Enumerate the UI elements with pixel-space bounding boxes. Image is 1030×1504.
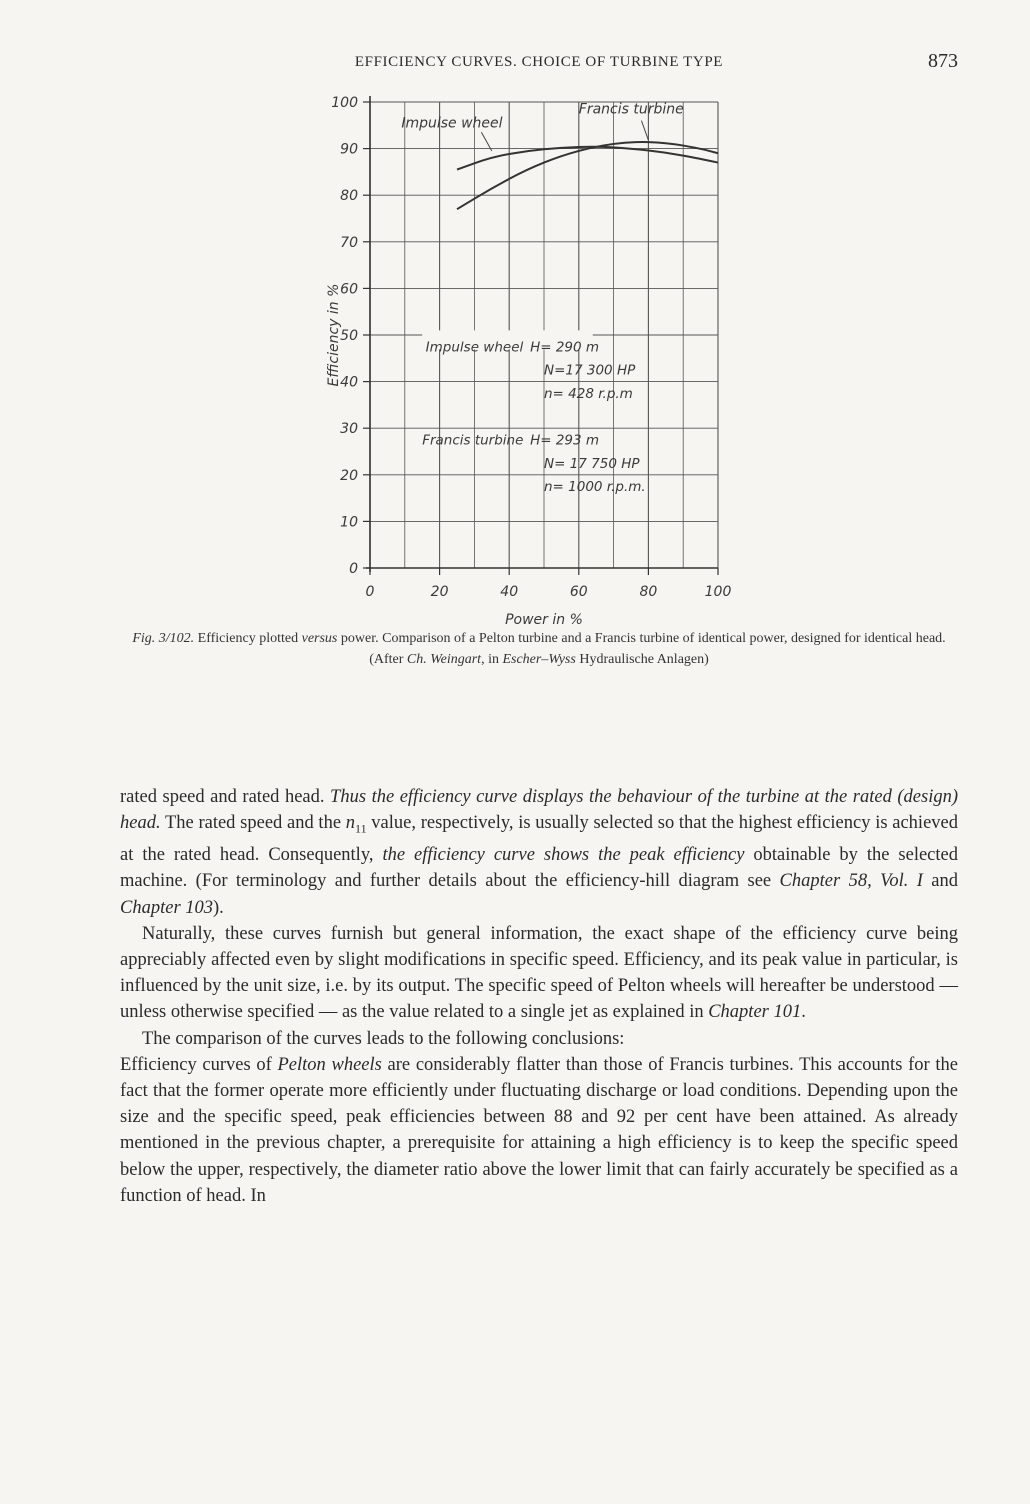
text-run: ).: [213, 897, 224, 918]
y-tick-label: 90: [340, 141, 358, 158]
impulse-speed: n= 428 r.p.m: [544, 385, 633, 402]
y-tick-label: 10: [340, 514, 358, 531]
caption-fig-label: Fig. 3/102.: [132, 631, 195, 646]
efficiency-chart: [260, 80, 780, 625]
y-tick-label: 80: [340, 188, 358, 205]
x-tick-label: 100: [704, 584, 732, 600]
x-tick-label: 20: [430, 584, 449, 600]
n11-symbol: [345, 813, 367, 836]
caption-author: Ch. Weingart: [406, 652, 482, 667]
text-run: obtainable by the selected machine. (For terminology and further details about the efficiency-hill diagram see: [120, 845, 958, 892]
francis-leader-line: [641, 121, 648, 141]
page-number: 873: [928, 50, 958, 72]
francis-top-label: Francis turbine: [578, 101, 684, 118]
x-tick-label: 40: [500, 584, 519, 600]
caption-text: Efficiency plotted: [194, 631, 302, 646]
emphasis: Thus the efficiency curve displays the behaviour of the turbine at the rated (design) head.: [120, 787, 958, 834]
caption-text: power. Comparison of a Pelton turbine and a Francis turbine of identical power, designed for identical head. (After: [337, 631, 946, 667]
running-head: [120, 50, 958, 74]
text-run: and: [922, 871, 959, 892]
francis-speed: n= 1000 r.p.m.: [544, 479, 646, 496]
paragraph: The comparison of the curves leads to the following conclusions:: [142, 1028, 625, 1049]
francis-turbine-curve: [457, 142, 718, 209]
y-axis-label: Efficiency in %: [326, 283, 342, 387]
y-tick-label: 0: [349, 561, 358, 577]
y-tick-label: 30: [340, 421, 358, 438]
n-symbol: n: [345, 813, 356, 834]
figure-caption: [120, 628, 958, 670]
paragraph: [120, 1052, 958, 1209]
caption-text: , in: [481, 652, 503, 667]
emphasis: Pelton wheels: [277, 1054, 382, 1075]
chapter-reference: Chapter 101: [708, 1002, 802, 1023]
x-tick-label: 60: [569, 584, 588, 600]
y-tick-label: 100: [331, 95, 358, 111]
y-tick-label: 70: [340, 234, 358, 251]
impulse-leader-line: [481, 132, 491, 151]
emphasis: the efficiency curve shows the peak efficiency: [382, 845, 745, 866]
text-run: .: [801, 1002, 806, 1023]
caption-source: Escher–Wyss: [502, 652, 576, 667]
impulse-power: N=17 300 HP: [544, 362, 636, 379]
chapter-reference: Chapter 103: [120, 897, 214, 918]
impulse-wheel-curve: [457, 147, 718, 170]
y-tick-label: 60: [340, 281, 358, 298]
y-tick-label: 20: [340, 467, 358, 484]
x-axis-label: Power in %: [505, 612, 583, 625]
caption-versus: versus: [301, 631, 338, 646]
caption-text: Hydraulische Anlagen): [575, 652, 709, 667]
francis-params-label: Francis turbine: [422, 432, 524, 449]
x-tick-label: 0: [365, 584, 375, 600]
body-text: [120, 784, 958, 1209]
text-run: rated speed and rated head.: [120, 787, 331, 807]
paragraph: [120, 921, 958, 1026]
chapter-reference: Chapter 58, Vol. I: [779, 871, 923, 892]
text-run: Naturally, these curves furnish but general information, the exact shape of the efficiency curve being appreciably affected even by slight modifications in specific speed. Efficiency, and its peak value in particular, is influenced by the unit size, i.e. by its output. The specific speed of Pelton wheels will hereafter be understood — unless otherwise specified — as the value related to a single jet as explained in: [120, 923, 958, 1023]
francis-head: H= 293 m: [530, 432, 600, 449]
text-run: Efficiency curves of: [120, 1054, 278, 1075]
running-title: EFFICIENCY CURVES. CHOICE OF TURBINE TYPE: [354, 54, 724, 70]
paragraph: [120, 784, 958, 921]
x-tick-label: 80: [639, 584, 658, 600]
impulse-params-label: Impulse wheel: [425, 339, 524, 356]
text-run: value, respectively, is usually selected so that the highest efficiency is achieved at the rated head. Consequently,: [120, 813, 958, 866]
n-subscript: 11: [355, 821, 367, 836]
francis-power: N= 17 750 HP: [544, 455, 640, 472]
text-run: The rated speed and the: [160, 813, 346, 834]
efficiency-chart-svg: [260, 80, 780, 625]
y-tick-label: 40: [340, 374, 358, 391]
y-tick-label: 50: [340, 328, 358, 344]
impulse-top-label: Impulse wheel: [401, 115, 503, 132]
impulse-head: H= 290 m: [530, 339, 600, 356]
text-run: are considerably flatter than those of Francis turbines. This accounts for the fact that the former operate more efficiently under fluctuating discharge or load conditions. Depending upon the size and the specific speed, peak efficiencies between 88 and 92 per cent have been attained. As already mentioned in the previous chapter, a prerequisite for attaining a high efficiency is to keep the specific speed below the upper, respectively, the diameter ratio above the lower limit that can fairly accurately be specified as a function of head. In: [120, 1054, 958, 1206]
